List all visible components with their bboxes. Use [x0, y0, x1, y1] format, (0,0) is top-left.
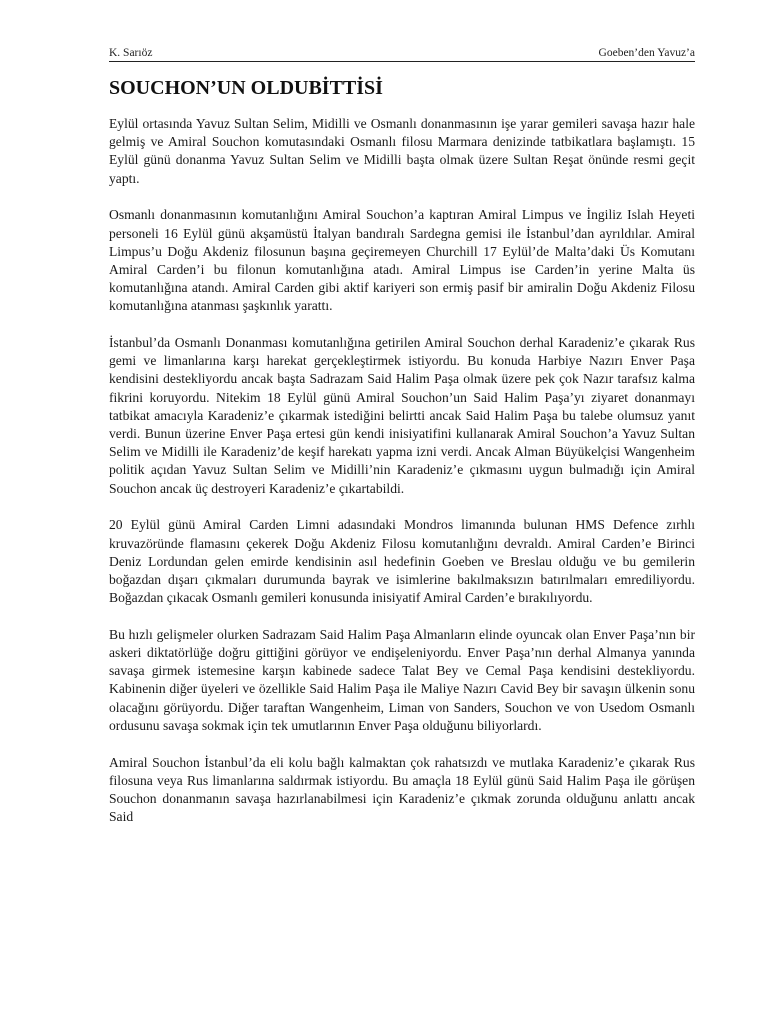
header-book-title: Goeben’den Yavuz’a	[598, 47, 695, 59]
paragraph-4: 20 Eylül günü Amiral Carden Limni adasındaki Mondros limanında bulunan HMS Defence zırhlı kruvazöründe flamasını çekerek Doğu Akdeniz Filosu komutanlığını devraldı. Amiral Carden’e Birinci Deniz Lordundan gelen emirde kendisinin asıl hedefinin Goeben ve Breslau olduğu ve bu gemilerin boğazdan dışarı çıkmaları durumunda bayrak ve isimlerine bakılmaksızın batırılmaları emrediliyordu. Boğazdan çıkacak Osmanlı gemileri konusunda inisiyatif Amiral Carden’e bırakılıyordu.	[109, 517, 695, 606]
paragraph-6: Amiral Souchon İstanbul’da eli kolu bağlı kalmaktan çok rahatsızdı ve mutlaka Karadeniz’e çıkarak Rus filosuna veya Rus limanlarına saldırmak istiyordu. Bu amaçla 18 Eylül günü Said Halim Paşa ile görüşen Souchon donanmanın savaşa hazırlanabilmesi için Karadeniz’e çıkmak zorunda olduğunu anlattı ancak Said	[109, 754, 695, 825]
body-text	[109, 115, 695, 845]
document-page	[109, 0, 695, 1024]
running-header	[109, 44, 695, 62]
header-author: K. Sarıöz	[109, 47, 153, 59]
paragraph-5: Bu hızlı gelişmeler olurken Sadrazam Said Halim Paşa Almanların elinde oyuncak olan Enver Paşa’nın bir askeri diktatörlüğe doğru gittiğini görüyor ve endişeleniyordu. Enver Paşa’nın derhal Almanya yanında savaşa girmek istemesine karşın kabinede sadece Talat Bey ve Cemal Paşa kendisini destekliyordu. Kabinenin diğer üyeleri ve özellikle Said Halim Paşa ile Maliye Nazırı Cavid Bey bir savaşın ülkenin sonu olacağını görüyordu. Diğer taraftan Wangenheim, Liman von Sanders, Souchon ve von Usedom Osmanlı ordusunu savaşa sokmak için tek umutlarının Enver Paşa olduğunu biliyorlardı.	[109, 626, 695, 733]
chapter-title: SOUCHON’UN OLDUBİTTİSİ	[109, 77, 383, 99]
paragraph-2: Osmanlı donanmasının komutanlığını Amiral Souchon’a kaptıran Amiral Limpus ve İngiliz Islah Heyeti personeli 16 Eylül günü akşamüstü İtalyan bandıralı Sardegna gemisi ile İstanbul’dan ayrıldılar. Amiral Limpus’u Doğu Akdeniz filosunun başına geçiremeyen Churchill 17 Eylül’de Malta’daki Üs Komutanı Amiral Carden’i bu filonun komutanlığına atadı. Amiral Limpus ise Carden’in yerine Malta üs komutanlığına atandı. Amiral Carden gibi aktif kariyeri son ermiş pasif bir amiralin Doğu Akdeniz Filosu komutanlığına atanması şaşkınlık yarattı.	[109, 207, 695, 314]
paragraph-3: İstanbul’da Osmanlı Donanması komutanlığına getirilen Amiral Souchon derhal Karadeniz’e çıkarak Rus gemi ve limanlarına karşı harekat gerçekleştirmek istiyordu. Bu konuda Harbiye Nazırı Enver Paşa kendisini destekliyordu ancak başta Sadrazam Said Halim Paşa olmak üzere pek çok Nazır tarafsız kalma fikrini koruyordu. Nitekim 18 Eylül günü Amiral Souchon’un Said Halim Paşa’yı ziyaret donanmayı tatbikat amacıyla Karadeniz’e çıkarmak istediğini belirtti ancak Said Halim Paşa bu talebe olumsuz yanıt verdi. Bunun üzerine Enver Paşa ertesi gün kendi inisiyatifini kullanarak Amiral Souchon’a Yavuz Sultan Selim ve Midilli ile Karadeniz’de keşif harekatı yapma izni verdi. Ancak Alman Büyükelçisi Wangenheim politik açıdan Yavuz Sultan Selim ve Midilli’nin Karadeniz’e çıkmasını uygun bulmadığı için Amiral Souchon ancak üç destroyeri Karadeniz’e çıkartabildi.	[109, 335, 695, 496]
paragraph-1: Eylül ortasında Yavuz Sultan Selim, Midilli ve Osmanlı donanmasının işe yarar gemileri savaşa hazır hale gelmiş ve Amiral Souchon komutasındaki Osmanlı filosu Marmara denizinde tatbikatlara başlamıştı. 15 Eylül günü donanma Yavuz Sultan Selim ve Midilli başta olmak üzere Sultan Reşat önünde resmi geçit yaptı.	[109, 116, 695, 186]
